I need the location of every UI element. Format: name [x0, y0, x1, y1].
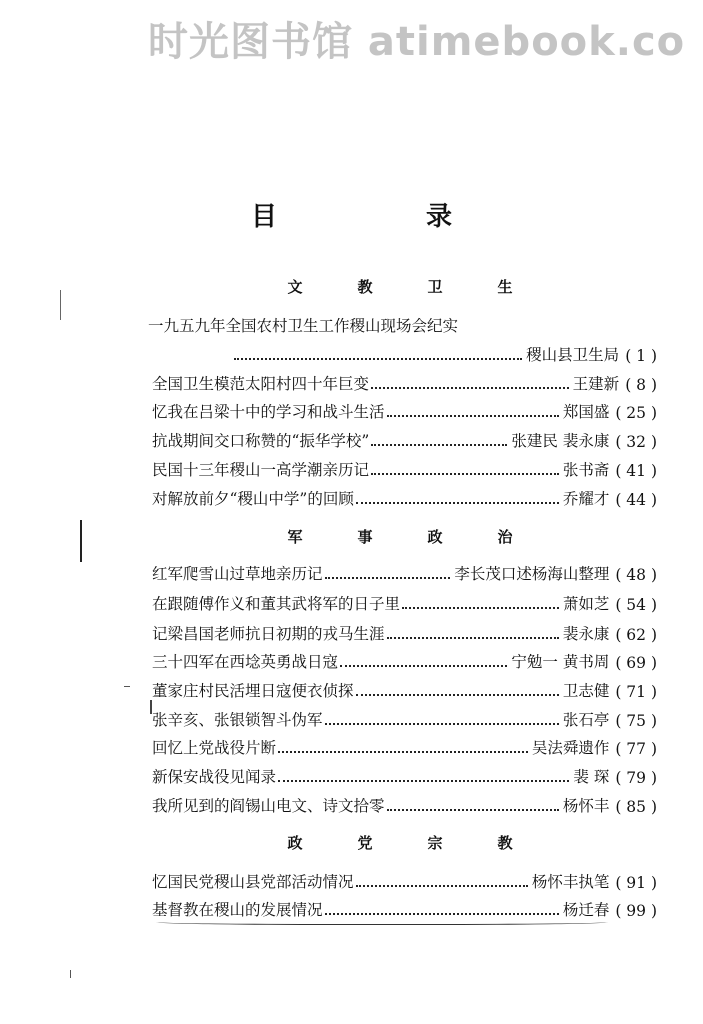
entry-page: ( 91 ): [615, 874, 657, 892]
entry-page: ( 32 ): [615, 433, 657, 451]
section-heading-char: 事: [357, 528, 373, 546]
entry-page: ( 77 ): [615, 740, 657, 758]
toc-entry: [152, 792, 657, 816]
entry-title: 对解放前夕“稷山中学”的回顾: [152, 490, 354, 508]
section-heading-char: 政: [287, 834, 303, 852]
entry-author: 杨迁春: [562, 901, 610, 919]
scan-mark: [150, 700, 152, 714]
section-heading-char: 军: [287, 528, 303, 546]
section-heading-char: 文: [287, 278, 303, 296]
section-heading-char: 党: [357, 834, 373, 852]
scan-mark: [80, 520, 82, 562]
entry-title: 基督教在稷山的发展情况: [152, 901, 323, 919]
entry-page: ( 69 ): [615, 654, 657, 672]
entry-page: ( 48 ): [615, 566, 657, 584]
entry-author: 郑国盛: [562, 403, 610, 421]
entry-title: 记梁昌国老师抗日初期的戎马生涯: [152, 625, 385, 643]
dot-leader: [387, 415, 559, 417]
dot-leader: [234, 358, 522, 360]
dot-leader: [325, 723, 559, 725]
entry-title: 民国十三年稷山一高学潮亲历记: [152, 461, 370, 479]
scan-mark: [60, 290, 61, 320]
dot-leader: [402, 607, 559, 609]
entry-page: ( 44 ): [615, 491, 657, 509]
entry-author: 张建民 裴永康: [511, 432, 610, 450]
toc-entry: [152, 868, 657, 892]
dot-leader: [387, 637, 559, 639]
entry-author: 裴永康: [562, 625, 610, 643]
dot-leader: [325, 577, 451, 579]
entry-page: ( 62 ): [615, 626, 657, 644]
dot-leader: [278, 780, 569, 782]
entry-author: 吴法舜遗作: [531, 739, 610, 757]
entry-title: 张辛亥、张银锁智斗伪军: [152, 711, 323, 729]
toc-entry: [152, 677, 657, 701]
toc-entry: [152, 648, 657, 672]
entry-author: 裴 琛: [573, 768, 610, 786]
toc-entry: [152, 590, 657, 614]
entry-page: ( 1 ): [625, 347, 657, 365]
entry-author: 杨怀丰: [562, 797, 610, 815]
toc-entry: [152, 763, 657, 787]
entry-author: 宁勉一 黄书周: [511, 653, 610, 671]
entry-page: ( 75 ): [615, 712, 657, 730]
entry-page: ( 85 ): [615, 798, 657, 816]
toc-entry: [152, 734, 657, 758]
dot-leader: [371, 387, 569, 389]
entry-author: 王建新: [572, 375, 620, 393]
entry-title: 全国卫生模范太阳村四十年巨变: [152, 375, 370, 393]
section-heading-char: 卫: [427, 278, 443, 296]
section-heading-military-politics: [150, 526, 650, 547]
entry-page: ( 79 ): [615, 769, 657, 787]
entry-page: ( 25 ): [615, 404, 657, 422]
toc-entry: [152, 370, 657, 394]
entry-page: ( 99 ): [615, 902, 657, 920]
toc-entry: [152, 706, 657, 730]
toc-entry: [152, 896, 657, 920]
entry-page: ( 71 ): [615, 683, 657, 701]
entry-title: 回忆上党战役片断: [152, 739, 277, 757]
section-heading-char: 生: [497, 278, 513, 296]
dot-leader: [371, 444, 507, 446]
entry-title: 抗战期间交口称赞的“振华学校”: [152, 432, 370, 450]
entry-title: 董家庄村民活埋日寇便衣侦探: [152, 682, 354, 700]
dot-leader: [371, 473, 559, 475]
handwritten-underline: [156, 918, 608, 925]
dot-leader: [278, 751, 528, 753]
entry-author: 萧如芝: [562, 595, 610, 613]
entry-author: 乔耀才: [562, 490, 610, 508]
section-heading-char: 教: [497, 834, 513, 852]
entry-title: 红军爬雪山过草地亲历记: [152, 565, 323, 583]
entry-title: 忆我在吕梁十中的学习和战斗生活: [152, 403, 385, 421]
section-heading-char: 治: [497, 528, 513, 546]
toc-entry: [152, 398, 657, 422]
dot-leader: [325, 913, 559, 915]
entry-page: ( 41 ): [615, 462, 657, 480]
dot-leader: [356, 502, 559, 504]
entry-page: ( 54 ): [615, 596, 657, 614]
entry-author: 杨怀丰执笔: [531, 873, 610, 891]
entry-title: 一九五九年全国农村卫生工作稷山现场会纪实: [148, 317, 459, 335]
entry-author: 李长茂口述杨海山整理: [454, 565, 610, 583]
section-heading-char: 教: [357, 278, 373, 296]
entry-author: 稷山县卫生局: [526, 346, 620, 364]
entry-title: 在跟随傅作义和董其武将军的日子里: [152, 595, 401, 613]
dot-leader: [387, 809, 559, 811]
entry-author: 卫志健: [562, 682, 610, 700]
toc-entry: [152, 427, 657, 451]
toc-entry: [152, 620, 657, 644]
toc-entry: [148, 312, 653, 336]
entry-page: ( 8 ): [625, 376, 657, 394]
entry-title: 忆国民党稷山县党部活动情况: [152, 873, 354, 891]
toc-entry-continuation: [232, 341, 657, 365]
entry-title: 三十四军在西埝英勇战日寇: [152, 653, 339, 671]
section-heading-culture-education-health: [150, 276, 650, 297]
toc-entry: [152, 456, 657, 480]
section-heading-char: 宗: [427, 834, 443, 852]
entry-title: 新保安战役见闻录: [152, 768, 277, 786]
scan-mark: [70, 970, 71, 978]
scan-mark: [124, 686, 130, 687]
dot-leader: [356, 885, 528, 887]
entry-title: 我所见到的阎锡山电文、诗文拾零: [152, 797, 385, 815]
page-title: 目 录: [250, 202, 523, 232]
section-heading-char: 政: [427, 528, 443, 546]
dot-leader: [356, 694, 559, 696]
entry-author: 张书斋: [562, 461, 610, 479]
toc-entry: [152, 560, 657, 584]
toc-entry: [152, 485, 657, 509]
section-heading-parties-religion: [150, 832, 650, 853]
dot-leader: [340, 665, 507, 667]
entry-author: 张石亭: [562, 711, 610, 729]
watermark: 时光图书馆 atimebook.co: [148, 19, 686, 65]
